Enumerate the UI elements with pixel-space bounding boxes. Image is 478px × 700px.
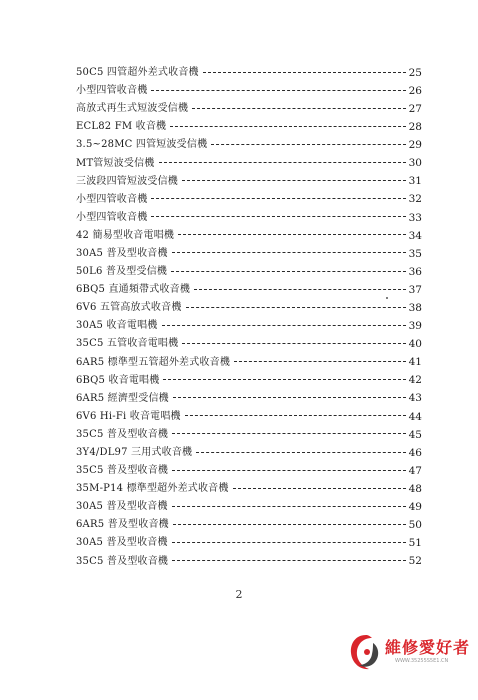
- toc-page-number: 36: [408, 265, 422, 278]
- toc-page-number: 38: [408, 302, 422, 315]
- toc-title: 6BQ5 收音電唱機: [76, 374, 160, 386]
- toc-title: 42 簡易型收音電唱機: [76, 229, 175, 241]
- dotted-leader: [172, 542, 406, 543]
- dotted-leader: [173, 397, 406, 398]
- toc-entry: [76, 553, 422, 571]
- toc-title: 35C5 普及型收音機: [76, 428, 169, 440]
- toc-page-number: 45: [408, 428, 422, 441]
- dotted-leader: [192, 108, 405, 109]
- toc-title: 6AR5 標準型五管超外差式收音機: [76, 356, 231, 368]
- toc-entry: [76, 281, 422, 299]
- toc-title: 30A5 普及型收音機: [76, 537, 168, 549]
- toc-title: 小型四管收音機: [76, 85, 148, 97]
- toc-page-number: 40: [408, 338, 422, 351]
- dotted-leader: [172, 506, 406, 507]
- toc-page-number: 35: [408, 247, 422, 260]
- toc-page-number: 25: [408, 66, 422, 79]
- toc-entry: [76, 390, 422, 408]
- dotted-leader: [186, 307, 406, 308]
- toc-entry: [76, 317, 422, 335]
- toc-title: 6AR5 普及型收音機: [76, 519, 169, 531]
- toc-page-number: 30: [408, 157, 422, 170]
- toc-title: 小型四管收音機: [76, 211, 148, 223]
- toc-page-number: 32: [408, 193, 422, 206]
- dotted-leader: [172, 252, 406, 253]
- dotted-leader: [182, 343, 405, 344]
- toc-entry: [76, 64, 422, 82]
- toc-page-number: 41: [408, 356, 422, 369]
- dotted-leader: [172, 433, 406, 434]
- toc-entry: [76, 335, 422, 353]
- toc-page-number: 37: [408, 283, 422, 296]
- table-of-contents: [76, 64, 422, 571]
- toc-title: 35C5 普及型收音機: [76, 555, 169, 567]
- toc-entry: [76, 372, 422, 390]
- toc-entry: [76, 516, 422, 534]
- dotted-leader: [182, 180, 406, 181]
- toc-title: 30A5 普及型收音機: [76, 247, 168, 259]
- toc-title: ECL82 FM 收音機: [76, 121, 167, 133]
- toc-entry: [76, 462, 422, 480]
- toc-page-number: 27: [408, 102, 422, 115]
- toc-title: 三波段四管短波受信機: [76, 175, 178, 187]
- toc-title: 35C5 五管收音電唱機: [76, 338, 179, 350]
- toc-title: 50C5 四管超外差式收音機: [76, 67, 199, 79]
- dotted-leader: [151, 216, 405, 217]
- dotted-leader: [196, 452, 405, 453]
- toc-title: 3Y4/DL97 三用式收音機: [76, 447, 193, 459]
- dotted-leader: [170, 126, 405, 127]
- watermark-text: 維修愛好者: [385, 638, 471, 657]
- toc-entry: [76, 118, 422, 136]
- toc-entry: [76, 498, 422, 516]
- toc-page-number: 49: [408, 501, 422, 514]
- toc-entry: [76, 227, 422, 245]
- toc-page-number: 39: [408, 320, 422, 333]
- dotted-leader: [194, 289, 406, 290]
- toc-entry: [76, 136, 422, 154]
- toc-entry: [76, 173, 422, 191]
- toc-page-number: 42: [408, 374, 422, 387]
- page-number: 2: [235, 588, 243, 601]
- toc-title: 高放式再生式短波受信機: [76, 103, 189, 115]
- toc-title: 6V6 五管高放式收音機: [76, 302, 182, 314]
- toc-page-number: 34: [408, 229, 422, 242]
- dotted-leader: [172, 560, 406, 561]
- dotted-leader: [203, 72, 406, 73]
- dotted-leader: [234, 361, 406, 362]
- toc-title: 30A5 收音電唱機: [76, 320, 158, 332]
- toc-page-number: 47: [408, 464, 422, 477]
- toc-title: MT管短波受信機: [76, 157, 155, 169]
- toc-entry: [76, 191, 422, 209]
- toc-page-number: 52: [408, 555, 422, 568]
- toc-entry: [76, 426, 422, 444]
- toc-entry: [76, 245, 422, 263]
- dotted-leader: [162, 325, 406, 326]
- toc-entry: [76, 444, 422, 462]
- toc-entry: [76, 154, 422, 172]
- dotted-leader: [171, 271, 406, 272]
- toc-page-number: 29: [408, 139, 422, 152]
- dotted-leader: [151, 198, 405, 199]
- toc-title: 6V6 Hi-Fi 收音電唱機: [76, 410, 181, 422]
- toc-page-number: 50: [408, 519, 422, 532]
- toc-title: 30A5 普及型收音機: [76, 501, 168, 513]
- watermark-logo: [345, 627, 475, 693]
- toc-page-number: 51: [408, 537, 422, 550]
- toc-title: 35C5 普及型收音機: [76, 465, 169, 477]
- dotted-leader: [185, 415, 406, 416]
- toc-page-number: 43: [408, 392, 422, 405]
- toc-entry: [76, 299, 422, 317]
- toc-title: 小型四管收音機: [76, 193, 148, 205]
- dotted-leader: [173, 524, 406, 525]
- toc-page-number: 44: [408, 410, 422, 423]
- dotted-leader: [159, 162, 406, 163]
- dotted-leader: [233, 488, 406, 489]
- toc-page-number: 48: [408, 482, 422, 495]
- toc-title: 6BQ5 直通頻帶式收音機: [76, 284, 191, 296]
- toc-page-number: 26: [408, 84, 422, 97]
- toc-title: 35M-P14 標準型超外差式收音機: [76, 483, 229, 495]
- dotted-leader: [163, 379, 405, 380]
- toc-page-number: 46: [408, 446, 422, 459]
- dotted-leader: [178, 234, 406, 235]
- toc-entry: [76, 100, 422, 118]
- dotted-leader: [151, 90, 405, 91]
- toc-entry: [76, 354, 422, 372]
- toc-entry: [76, 82, 422, 100]
- watermark-url: WWW.35255S5E1.CN: [395, 658, 449, 664]
- scan-speck: [386, 297, 388, 299]
- toc-page-number: 28: [408, 121, 422, 134]
- toc-title: 50L6 普及型受信機: [76, 266, 168, 278]
- dotted-leader: [172, 470, 406, 471]
- toc-page-number: 33: [408, 211, 422, 224]
- toc-entry: [76, 480, 422, 498]
- toc-entry: [76, 209, 422, 227]
- toc-title: 3.5~28MC 四管短波受信機: [76, 139, 208, 151]
- logo-icon: [345, 629, 387, 675]
- toc-page-number: 31: [408, 175, 422, 188]
- toc-entry: [76, 408, 422, 426]
- dotted-leader: [211, 144, 405, 145]
- toc-title: 6AR5 經濟型受信機: [76, 392, 169, 404]
- toc-entry: [76, 534, 422, 552]
- toc-entry: [76, 263, 422, 281]
